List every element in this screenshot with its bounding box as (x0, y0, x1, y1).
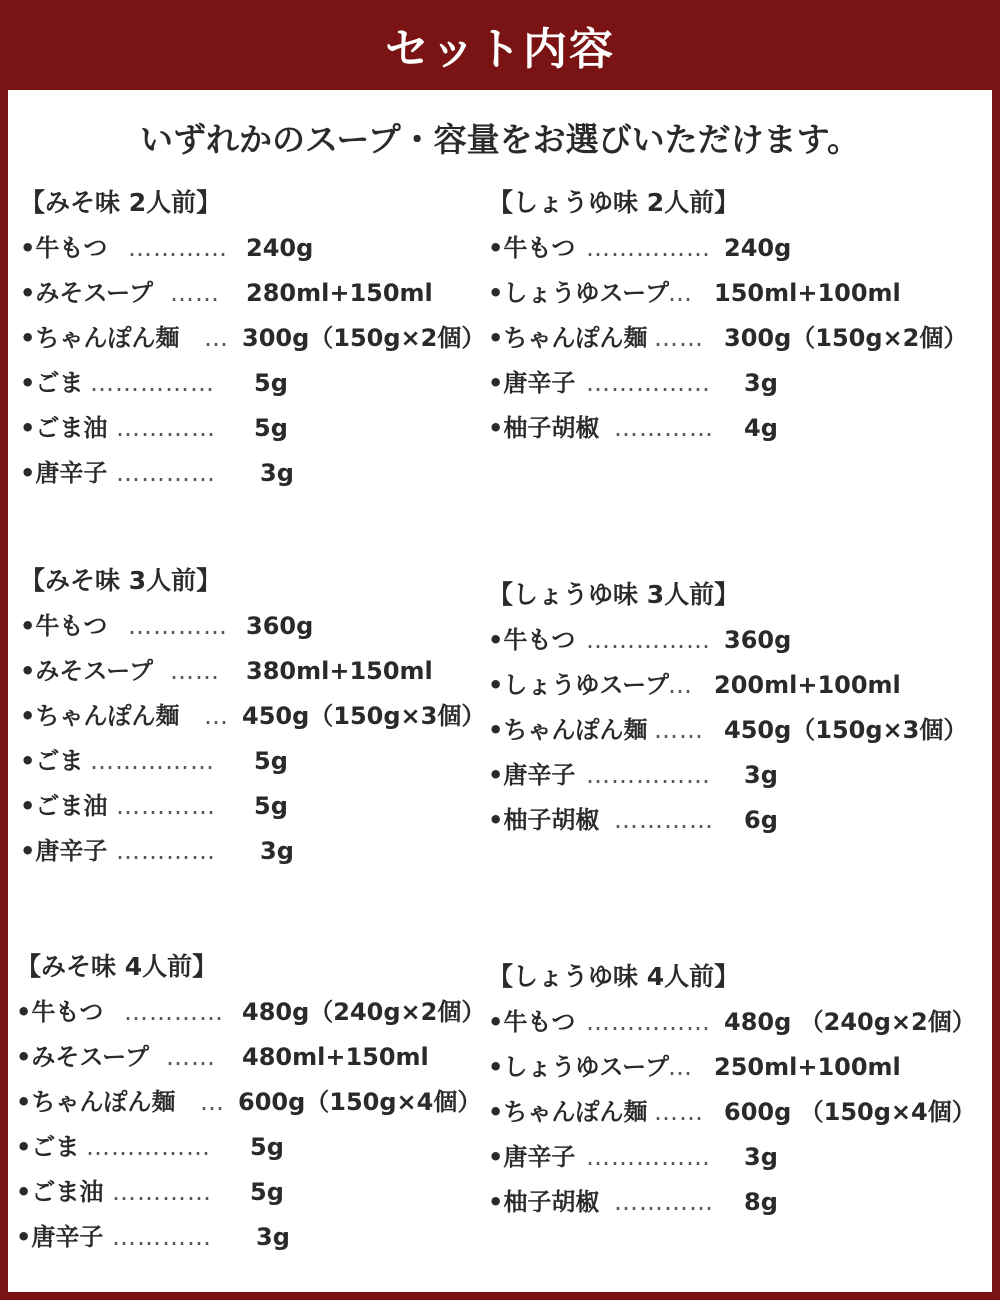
ingredient-amount: 600g （150g×4個） (724, 1098, 976, 1126)
ingredient-name: •しょうゆスープ (488, 279, 669, 307)
ingredient-row (20, 656, 433, 686)
ingredient-amount: 5g (254, 792, 288, 820)
ingredient-row (20, 611, 314, 641)
ingredient-row (20, 233, 314, 263)
ingredient-amount: 3g (744, 1143, 778, 1171)
ingredient-amount: 600g（150g×4個） (238, 1088, 482, 1116)
ingredient-row (16, 1042, 429, 1072)
ingredient-name: •柚子胡椒 (488, 806, 600, 834)
section-miso-4 (16, 952, 486, 1252)
section-title: 【みそ味 3人前】 (20, 566, 222, 595)
dot-leader: …………… (586, 234, 711, 262)
ingredient-name: •牛もつ (20, 612, 108, 640)
ingredient-row (488, 670, 901, 700)
ingredient-row (20, 701, 486, 731)
ingredient-row (20, 323, 486, 353)
ingredient-row (488, 715, 968, 745)
ingredient-name: •みそスープ (16, 1043, 149, 1071)
section-title: 【しょうゆ味 4人前】 (488, 962, 740, 991)
ingredient-name: •ごま (20, 747, 84, 775)
dot-leader: …………… (586, 626, 711, 654)
dot-leader: ………… (124, 998, 224, 1026)
dot-leader: … (200, 1088, 225, 1116)
ingredient-row (488, 368, 778, 398)
ingredient-amount: 8g (744, 1188, 778, 1216)
ingredient-amount: 200ml+100ml (714, 671, 901, 699)
dot-leader: ………… (614, 1188, 714, 1216)
ingredient-name: •ちゃんぽん麺 (20, 702, 180, 730)
ingredient-row (20, 746, 288, 776)
ingredient-row (16, 1132, 284, 1162)
dot-leader: ………… (112, 1223, 212, 1251)
ingredient-name: •柚子胡椒 (488, 414, 600, 442)
ingredient-name: •ちゃんぽん麺 (488, 1098, 648, 1126)
dot-leader: ………… (614, 414, 714, 442)
ingredient-amount: 380ml+150ml (246, 657, 433, 685)
ingredient-amount: 5g (250, 1133, 284, 1161)
ingredient-amount: 480g（240g×2個） (242, 998, 486, 1026)
ingredient-name: •牛もつ (488, 626, 576, 654)
ingredient-amount: 150ml+100ml (714, 279, 901, 307)
ingredient-name: •ごま (20, 369, 84, 397)
ingredient-amount: 3g (260, 837, 294, 865)
dot-leader: ………… (116, 837, 216, 865)
ingredient-amount: 360g (724, 626, 792, 654)
dot-leader: …………… (90, 747, 215, 775)
ingredient-row (488, 760, 778, 790)
dot-leader: … (204, 702, 229, 730)
dot-leader: ………… (116, 459, 216, 487)
page-title: セット内容 (385, 24, 615, 75)
ingredient-amount: 240g (724, 234, 792, 262)
ingredient-name: •唐辛子 (20, 837, 108, 865)
ingredient-name: •牛もつ (488, 234, 576, 262)
dot-leader: … (204, 324, 229, 352)
ingredient-name: •しょうゆスープ (488, 671, 669, 699)
ingredient-name: •ごま (16, 1133, 80, 1161)
ingredient-row (20, 791, 288, 821)
ingredient-name: •ごま油 (16, 1178, 104, 1206)
dot-leader: …… (654, 716, 704, 744)
ingredient-row (16, 1177, 284, 1207)
ingredient-amount: 6g (744, 806, 778, 834)
section-title: 【みそ味 4人前】 (16, 952, 218, 981)
dot-leader: …………… (86, 1133, 211, 1161)
ingredient-name: •ごま油 (20, 792, 108, 820)
section-shoyu-3 (488, 580, 968, 835)
ingredient-row (20, 368, 288, 398)
dot-leader: …………… (586, 761, 711, 789)
ingredient-amount: 450g（150g×3個） (724, 716, 968, 744)
ingredient-row (488, 805, 778, 835)
ingredient-name: •ごま油 (20, 414, 108, 442)
ingredient-name: •柚子胡椒 (488, 1188, 600, 1216)
ingredient-name: •ちゃんぽん麺 (16, 1088, 176, 1116)
header-bar (0, 0, 1000, 90)
section-shoyu-2 (488, 188, 968, 443)
ingredient-amount: 5g (254, 369, 288, 397)
section-miso-3 (20, 566, 486, 866)
ingredient-amount: 360g (246, 612, 314, 640)
dot-leader: …… (654, 1098, 704, 1126)
dot-leader: …… (166, 1043, 216, 1071)
ingredient-row (488, 1187, 778, 1217)
ingredient-name: •牛もつ (488, 1008, 576, 1036)
dot-leader: …………… (586, 1143, 711, 1171)
ingredient-row (488, 625, 792, 655)
ingredient-name: •唐辛子 (488, 761, 576, 789)
dot-leader: …………… (586, 1008, 711, 1036)
ingredient-name: •唐辛子 (488, 1143, 576, 1171)
ingredient-amount: 300g（150g×2個） (242, 324, 486, 352)
ingredient-amount: 3g (256, 1223, 290, 1251)
ingredient-name: •唐辛子 (488, 369, 576, 397)
ingredient-amount: 5g (254, 414, 288, 442)
ingredient-row (20, 836, 294, 866)
content-panel (8, 90, 992, 1292)
ingredient-row (488, 413, 778, 443)
ingredient-row (16, 1222, 290, 1252)
dot-leader: ………… (128, 612, 228, 640)
ingredient-row (488, 233, 792, 263)
ingredient-row (20, 458, 294, 488)
dot-leader: …… (170, 279, 220, 307)
ingredient-name: •ちゃんぽん麺 (488, 324, 648, 352)
ingredient-amount: 3g (744, 761, 778, 789)
dot-leader: ………… (116, 792, 216, 820)
ingredient-row (16, 1087, 482, 1117)
subtitle: いずれかのスープ・容量をお選びいただけます。 (139, 120, 861, 159)
ingredient-row (488, 1142, 778, 1172)
ingredient-amount: 5g (250, 1178, 284, 1206)
ingredient-row (20, 413, 288, 443)
ingredient-name: •唐辛子 (20, 459, 108, 487)
dot-leader: …… (170, 657, 220, 685)
dot-leader: ………… (112, 1178, 212, 1206)
ingredient-amount: 480g （240g×2個） (724, 1008, 976, 1036)
ingredient-name: •唐辛子 (16, 1223, 104, 1251)
ingredient-amount: 240g (246, 234, 314, 262)
section-title: 【しょうゆ味 3人前】 (488, 580, 740, 609)
ingredient-amount: 3g (260, 459, 294, 487)
ingredient-amount: 4g (744, 414, 778, 442)
ingredient-amount: 450g（150g×3個） (242, 702, 486, 730)
ingredient-amount: 480ml+150ml (242, 1043, 429, 1071)
ingredient-name: •ちゃんぽん麺 (20, 324, 180, 352)
ingredient-amount: 280ml+150ml (246, 279, 433, 307)
dot-leader: ………… (128, 234, 228, 262)
section-title: 【みそ味 2人前】 (20, 188, 222, 217)
ingredient-amount: 300g（150g×2個） (724, 324, 968, 352)
ingredient-row (488, 1097, 976, 1127)
dot-leader: ………… (116, 414, 216, 442)
ingredient-amount: 250ml+100ml (714, 1053, 901, 1081)
ingredient-row (488, 1007, 976, 1037)
ingredient-row (16, 997, 486, 1027)
dot-leader: … (668, 1053, 693, 1081)
ingredient-name: •しょうゆスープ (488, 1053, 669, 1081)
ingredient-name: •みそスープ (20, 657, 153, 685)
ingredient-row (488, 278, 901, 308)
ingredient-name: •ちゃんぽん麺 (488, 716, 648, 744)
ingredient-row (20, 278, 433, 308)
ingredient-amount: 5g (254, 747, 288, 775)
section-miso-2 (20, 188, 486, 488)
dot-leader: …………… (90, 369, 215, 397)
ingredient-name: •みそスープ (20, 279, 153, 307)
ingredient-row (488, 1052, 901, 1082)
ingredient-name: •牛もつ (16, 998, 104, 1026)
ingredient-row (488, 323, 968, 353)
section-shoyu-4 (488, 962, 976, 1217)
dot-leader: … (668, 279, 693, 307)
dot-leader: …… (654, 324, 704, 352)
dot-leader: … (668, 671, 693, 699)
ingredient-amount: 3g (744, 369, 778, 397)
section-title: 【しょうゆ味 2人前】 (488, 188, 740, 217)
ingredient-name: •牛もつ (20, 234, 108, 262)
dot-leader: …………… (586, 369, 711, 397)
dot-leader: ………… (614, 806, 714, 834)
